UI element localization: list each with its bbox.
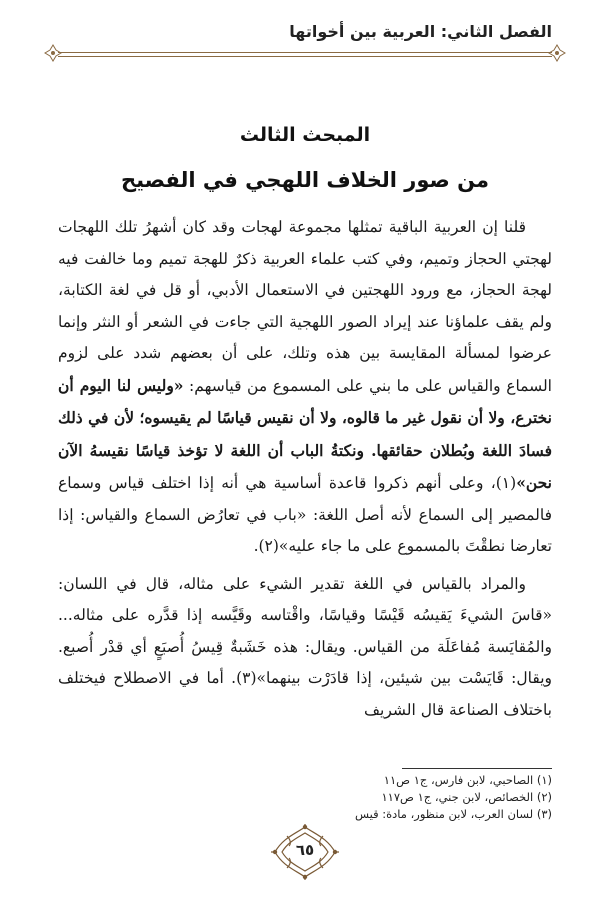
paragraph: [58, 212, 552, 563]
footnote-rule: [402, 768, 552, 769]
footnote: (١) الصاحبي، لابن فارس، ج١ ص١١: [383, 773, 552, 787]
body-text: [58, 212, 552, 732]
page-number-medallion: [269, 824, 341, 880]
page-number: ٦٥: [295, 841, 315, 859]
footnotes: [58, 772, 552, 823]
section-title: المبحث الثالث: [239, 124, 371, 146]
header-rule: [58, 52, 552, 53]
running-title: الفصل الثاني: العربية بين أخواتها: [289, 22, 552, 41]
header-rule-thin: [58, 56, 552, 57]
footnote: (٣) لسان العرب، لابن منظور، مادة: قيس: [354, 807, 552, 821]
paragraph-text: (١)، وعلى أنهم ذكروا قاعدة أساسية هي أنه إذا اختلف قياس وسماع فالمصير إلى السماع لأنه أصل اللغة: «باب في تعارُض السماع والقياس: إذا تعارضا نطقْتَ بالمسموع على ما جاء عليه»(٢).: [58, 474, 552, 555]
paragraph: [58, 569, 552, 727]
footnote: (٢) الخصائص، لابن جني، ج١ ص١١٧: [381, 790, 552, 804]
ornament-icon: [548, 44, 566, 62]
section-subtitle: من صور الخلاف اللهجي في الفصيح: [120, 168, 490, 192]
running-header: [58, 22, 552, 66]
paragraph-text: (٣). أما في الاصطلاح فيختلف باختلاف الصناعة قال الشريف: [58, 669, 552, 719]
ornament-icon: [44, 44, 62, 62]
quotation: «وليس لنا اليوم أن نخترع، ولا أن نقول غير ما قالوه، ولا أن نقيس قياسًا لم يقيسوه؛ لأن في ذلك فسادَ اللغة وبُطلان حقائقها. ونكتةُ الباب أن اللغة لا تؤخذ قياسًا نقيسهُ الآن نحن»: [58, 375, 552, 492]
paragraph-text: والمراد بالقياس في اللغة تقدير الشيء على مثاله، قال في اللسان: «قاسَ الشيءَ يَقيسُه قَيْسًا وقياسًا، واقْتاسه وقَيَّسه إذا قدَّره على مثاله... والمُقايَسة مُفاعَلَة من القياس. ويقال: هذه خَشَبةٌ قِيسُ أُصبَعٍ أي قدْر أُصبع. ويقال: قَايَسْت بين شيئين، إذا قادَرْت بينهما»: [58, 574, 552, 687]
paragraph-text: قلنا إن العربية الباقية تمثلها مجموعة لهجات وقد كان أشهرُ تلك اللهجات لهجتي الحجاز وتميم، وفي كتب علماء العربية ذكرٌ للهجة تميم وما خالفت فيه لهجة الحجاز، مع ورود اللهجتين في الاستعمال الأدبي، أو قل في لغة الكتابة، ولم يقف علماؤنا عند إيراد الصور اللهجية التي جاءت في الشعر أو النثر وإنما عرضوا لمسألة المقايسة بين هذه وتلك، على أن بعضهم شدد على لزوم السماع والقياس على ما بني على المسموع من قياسهم:: [58, 218, 552, 395]
